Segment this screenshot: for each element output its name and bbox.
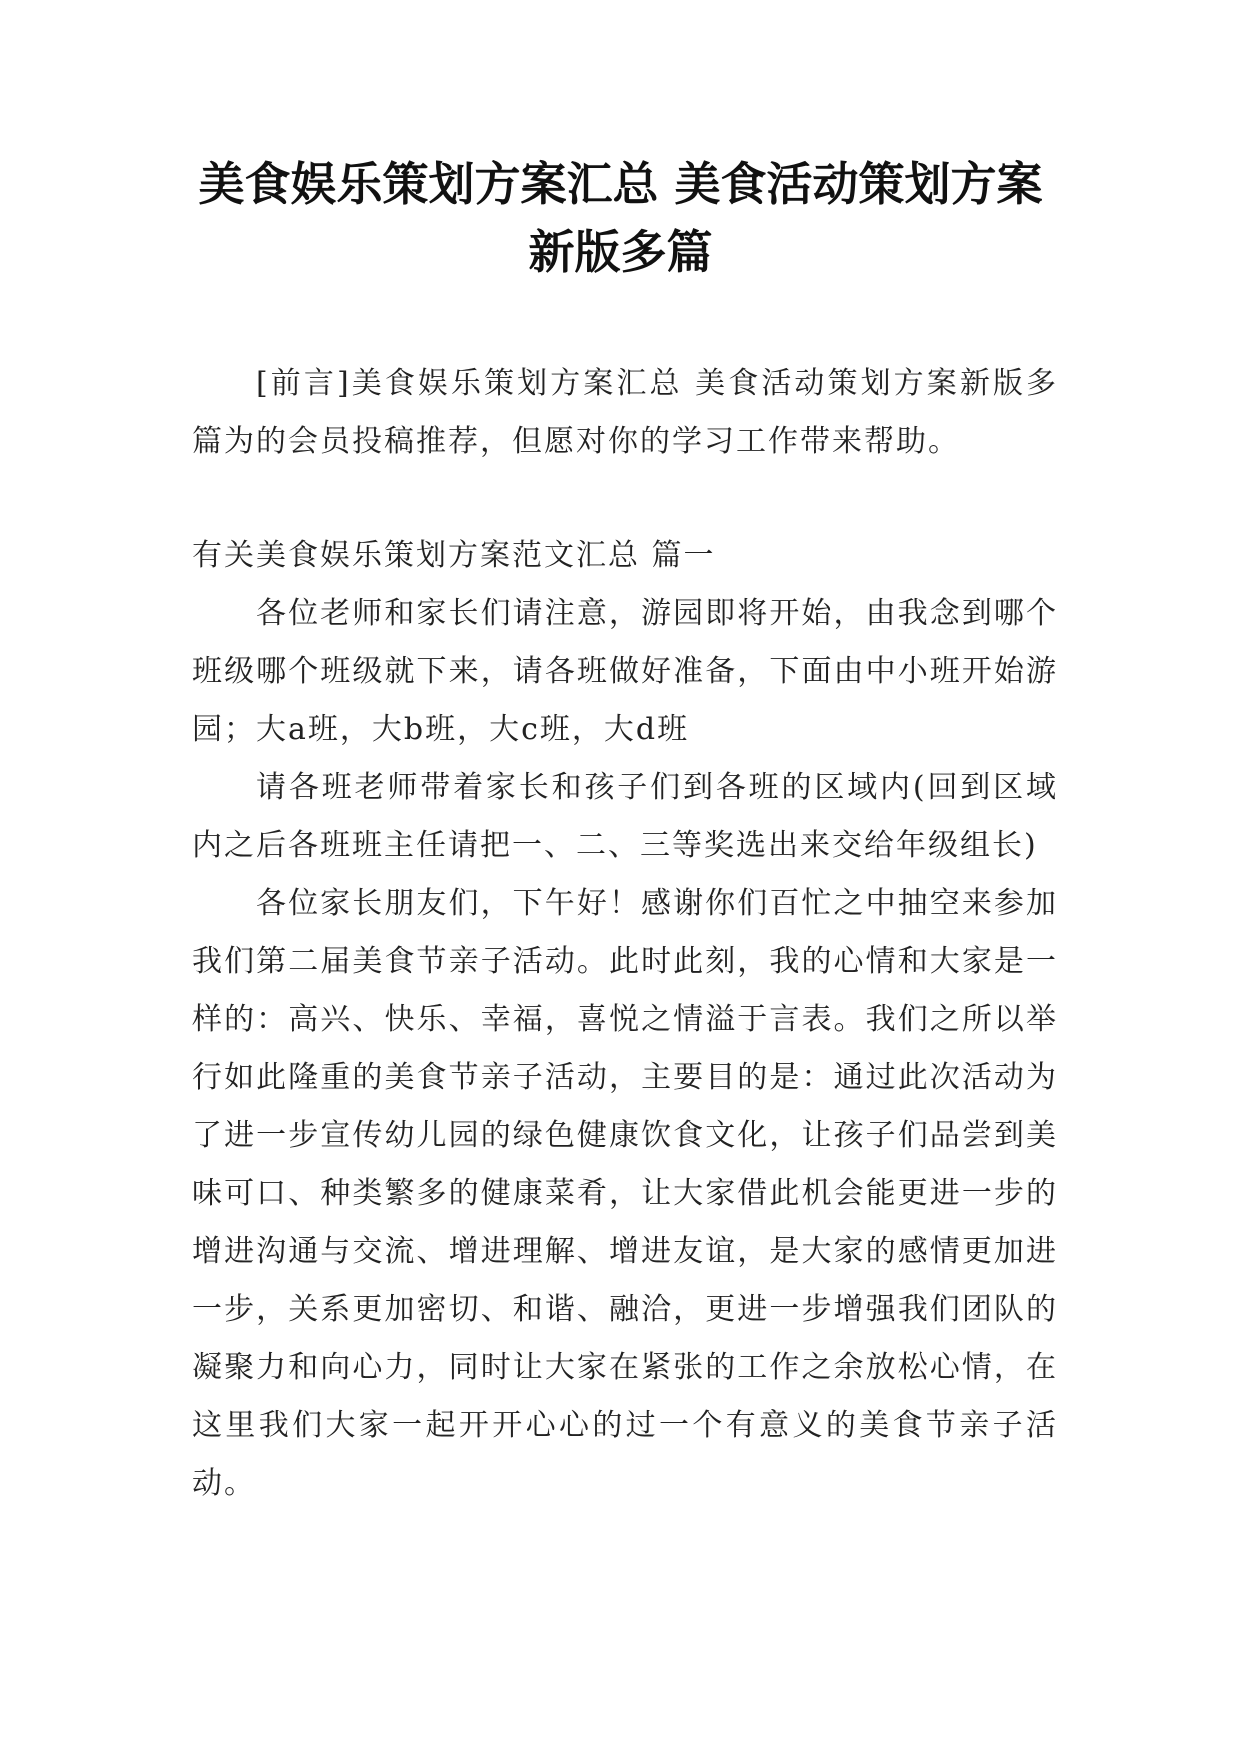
title-line-2: 新版多篇 — [528, 225, 713, 279]
preface-paragraph: [前言]美食娱乐策划方案汇总 美食活动策划方案新版多篇为的会员投稿推荐，但愿对你的学习工作带来帮助。 — [192, 366, 1058, 459]
body-paragraph-2: 请各班老师带着家长和孩子们到各班的区域内(回到区域内之后各班班主任请把一、二、三等奖选出来交给年级组长) — [192, 770, 1058, 863]
document-body — [192, 355, 1058, 1513]
spacer — [192, 471, 1058, 527]
title-line-1: 美食娱乐策划方案汇总 美食活动策划方案 — [198, 157, 1043, 211]
document-title — [150, 150, 1091, 286]
section-heading: 有关美食娱乐策划方案范文汇总 篇一 — [192, 538, 716, 573]
body-paragraph-3: 各位家长朋友们，下午好！感谢你们百忙之中抽空来参加我们第二届美食节亲子活动。此时此刻，我的心情和大家是一样的：高兴、快乐、幸福，喜悦之情溢于言表。我们之所以举行如此隆重的美食节亲子活动，主要目的是：通过此次活动为了进一步宣传幼儿园的绿色健康饮食文化，让孩子们品尝到美味可口、种类繁多的健康菜肴，让大家借此机会能更进一步的增进沟通与交流、增进理解、增进友谊，是大家的感情更加进一步，关系更加密切、和谐、融洽，更进一步增强我们团队的凝聚力和向心力，同时让大家在紧张的工作之余放松心情，在这里我们大家一起开开心心的过一个有意义的美食节亲子活动。 — [192, 886, 1058, 1501]
body-paragraph-1: 各位老师和家长们请注意，游园即将开始，由我念到哪个班级哪个班级就下来，请各班做好准备，下面由中小班开始游园；大a班，大b班，大c班，大d班 — [192, 596, 1058, 747]
